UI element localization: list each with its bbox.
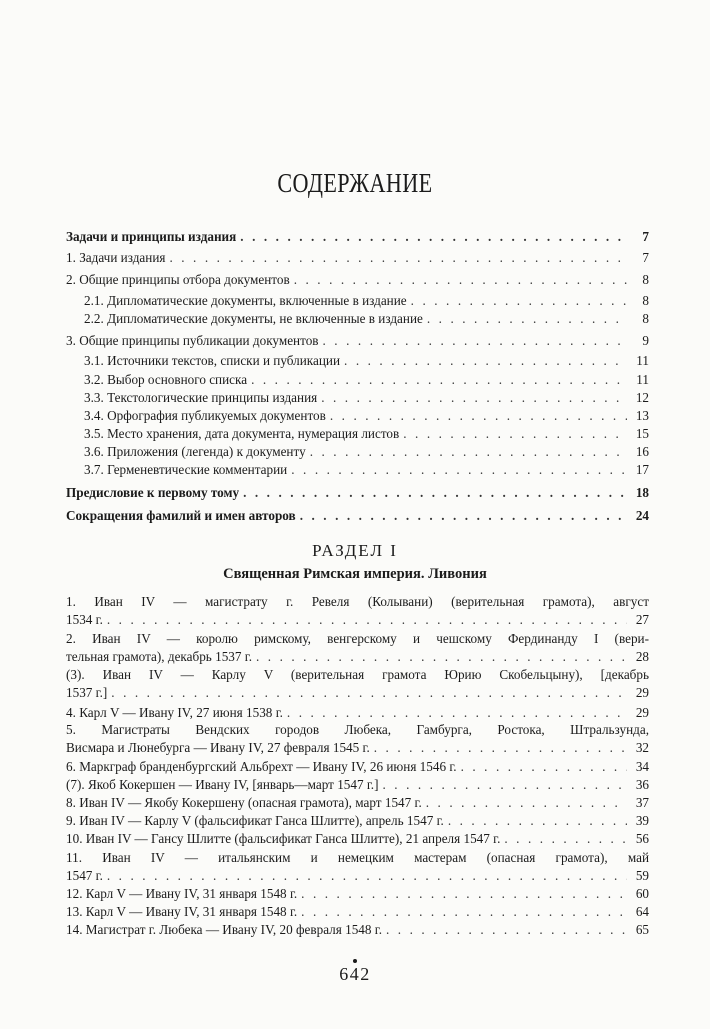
toc-entry[interactable] xyxy=(84,425,649,443)
entry-page: 8 xyxy=(642,293,649,308)
dot-leader xyxy=(403,425,627,443)
toc-entry[interactable] xyxy=(66,249,649,267)
toc-line xyxy=(84,352,649,370)
toc-line xyxy=(66,794,649,812)
toc-entry[interactable] xyxy=(84,292,649,310)
entry-page: 60 xyxy=(635,886,649,901)
dot-leader xyxy=(461,758,627,776)
entry-title: 1537 г.] xyxy=(66,685,108,700)
toc-line xyxy=(66,704,649,722)
document-entry[interactable] xyxy=(66,885,649,903)
entry-title: Задачи и принципы издания xyxy=(66,229,237,244)
toc-entry[interactable] xyxy=(84,443,649,461)
dot-leader xyxy=(427,310,627,328)
entry-title: 2.1. Дипломатические документы, включенные в издание xyxy=(84,293,407,308)
toc-line xyxy=(66,885,649,903)
entry-page: 39 xyxy=(635,813,649,828)
dot-leader xyxy=(426,794,627,812)
dot-leader xyxy=(287,704,627,722)
entry-page: 24 xyxy=(635,508,649,523)
entry-page: 27 xyxy=(635,612,649,627)
entry-title-line-1: 5. Магистраты Вендских городов Любека, Гамбурга, Ростока, Штральзунда, xyxy=(66,722,649,737)
toc-line xyxy=(84,389,649,407)
entry-title: 3.2. Выбор основного списка xyxy=(84,372,248,387)
entry-page: 16 xyxy=(635,444,649,459)
document-entry-first-line xyxy=(66,721,649,739)
toc-line xyxy=(66,812,649,830)
document-entry[interactable] xyxy=(66,776,649,794)
document-entry-first-line xyxy=(66,593,649,611)
entry-page: 37 xyxy=(635,795,649,810)
entry-title-line-1: 2. Иван IV — королю римскому, венгерскому и чешскому Фердинанду I (вери- xyxy=(66,631,649,646)
toc-line xyxy=(66,903,649,921)
document-entry[interactable] xyxy=(66,739,649,757)
document-entry[interactable] xyxy=(66,867,649,885)
toc-line xyxy=(66,830,649,848)
toc-line xyxy=(66,249,649,267)
entry-title: Предисловие к первому тому xyxy=(66,485,240,500)
entry-title: тельная грамота), декабрь 1537 г. xyxy=(66,649,252,664)
entry-title: Висмара и Люнебурга — Ивану IV, 27 февраля 1545 г. xyxy=(66,740,370,755)
entry-title: 3.6. Приложения (легенда) к документу xyxy=(84,444,306,459)
entry-page: 13 xyxy=(635,408,649,423)
dot-leader xyxy=(321,389,627,407)
document-entry[interactable] xyxy=(66,758,649,776)
toc-line xyxy=(66,484,649,502)
toc-entry[interactable] xyxy=(66,332,649,350)
entry-title-line-1: 1. Иван IV — магистрату г. Ревеля (Колывани) (верительная грамота), август xyxy=(66,594,649,609)
toc-line xyxy=(66,739,649,757)
section-title: РАЗДЕЛ I xyxy=(312,541,398,560)
document-entry[interactable] xyxy=(66,830,649,848)
entry-title: 1547 г. xyxy=(66,868,103,883)
toc-line xyxy=(66,507,649,525)
page-number xyxy=(0,964,710,985)
entry-page: 7 xyxy=(642,250,649,265)
document-entry[interactable] xyxy=(66,903,649,921)
dot-leader xyxy=(169,249,627,267)
dot-leader xyxy=(330,407,627,425)
dot-leader xyxy=(301,885,627,903)
entry-title: 2.2. Дипломатические документы, не включенные в издание xyxy=(84,311,423,326)
toc-line xyxy=(84,371,649,389)
toc-entry[interactable] xyxy=(84,389,649,407)
dot-leader xyxy=(411,292,627,310)
entry-title: 2. Общие принципы отбора документов xyxy=(66,272,290,287)
entry-page: 28 xyxy=(635,649,649,664)
entry-title: Сокращения фамилий и имен авторов xyxy=(66,508,296,523)
toc-line xyxy=(66,228,649,246)
entry-title: 3.3. Текстологические принципы издания xyxy=(84,390,318,405)
document-entry-first-line xyxy=(66,666,649,684)
dot-leader xyxy=(300,507,627,525)
entry-title-line-1: (3). Иван IV — Карлу V (верительная грамота Юрию Скобельцыну), [декабрь xyxy=(66,667,649,682)
dot-leader xyxy=(310,443,627,461)
toc-line xyxy=(84,292,649,310)
dot-leader xyxy=(386,921,627,939)
entry-page: 17 xyxy=(635,462,649,477)
toc-line xyxy=(66,684,649,702)
entry-page: 7 xyxy=(642,229,649,244)
dot-leader xyxy=(107,611,627,629)
toc-line xyxy=(66,611,649,629)
entry-title: 1. Задачи издания xyxy=(66,250,166,265)
toc-entry[interactable] xyxy=(84,310,649,328)
page-number-text: 642 xyxy=(339,964,371,984)
toc-entry[interactable] xyxy=(66,271,649,289)
entry-title: 8. Иван IV — Якобу Кокершену (опасная грамота), март 1547 г. xyxy=(66,795,422,810)
dot-leader xyxy=(107,867,627,885)
toc-line xyxy=(66,758,649,776)
entry-title: 3.4. Орфография публикуемых документов xyxy=(84,408,326,423)
dot-leader xyxy=(294,271,627,289)
entry-page: 36 xyxy=(635,777,649,792)
dot-leader xyxy=(323,332,627,350)
entry-title: 6. Маркграф бранденбургский Альбрехт — Ивану IV, 26 июня 1546 г. xyxy=(66,759,457,774)
entry-title: (7). Якоб Кокершен — Ивану IV, [январь—март 1547 г.] xyxy=(66,777,379,792)
toc-line xyxy=(66,332,649,350)
entry-page: 32 xyxy=(635,740,649,755)
toc-line xyxy=(66,921,649,939)
entry-title: 10. Иван IV — Гансу Шлитте (фальсификат Ганса Шлитте), 21 апреля 1547 г. xyxy=(66,831,501,846)
entry-title: 14. Магистрат г. Любека — Ивану IV, 20 февраля 1548 г. xyxy=(66,922,382,937)
dot-leader xyxy=(256,648,627,666)
toc-entry[interactable] xyxy=(84,407,649,425)
entry-title: 4. Карл V — Ивану IV, 27 июня 1538 г. xyxy=(66,705,283,720)
entry-page: 15 xyxy=(635,426,649,441)
entry-page: 8 xyxy=(642,272,649,287)
document-entry[interactable] xyxy=(66,611,649,629)
toc-line xyxy=(66,271,649,289)
toc-entry[interactable] xyxy=(84,461,649,479)
document-entry[interactable] xyxy=(66,704,649,722)
dot-leader xyxy=(251,371,627,389)
entry-title: 3. Общие принципы публикации документов xyxy=(66,333,319,348)
document-entry-first-line xyxy=(66,849,649,867)
document-entry[interactable] xyxy=(66,684,649,702)
toc-entry[interactable] xyxy=(66,484,649,502)
ornament-dot xyxy=(353,959,357,963)
toc-line xyxy=(84,310,649,328)
toc-line xyxy=(84,425,649,443)
entry-title-line-1: 11. Иван IV — итальянским и немецким мастерам (опасная грамота), май xyxy=(66,850,649,865)
toc-line xyxy=(66,867,649,885)
toc-entry[interactable] xyxy=(84,371,649,389)
dot-leader xyxy=(301,903,627,921)
entry-page: 56 xyxy=(635,831,649,846)
toc-line xyxy=(66,648,649,666)
entry-page: 8 xyxy=(642,311,649,326)
entry-page: 11 xyxy=(636,372,649,387)
entry-page: 12 xyxy=(635,390,649,405)
toc-line xyxy=(84,461,649,479)
dot-leader xyxy=(291,461,627,479)
document-entry[interactable] xyxy=(66,648,649,666)
document-entry[interactable] xyxy=(66,812,649,830)
dot-leader xyxy=(243,484,627,502)
entry-page: 29 xyxy=(635,685,649,700)
dot-leader xyxy=(374,739,627,757)
section-subtitle: Священная Римская империя. Ливония xyxy=(223,566,487,582)
entry-title: 1534 г. xyxy=(66,612,103,627)
entry-title: 12. Карл V — Ивану IV, 31 января 1548 г. xyxy=(66,886,298,901)
document-entry[interactable] xyxy=(66,921,649,939)
dot-leader xyxy=(382,776,627,794)
entry-page: 11 xyxy=(636,353,649,368)
toc-entry[interactable] xyxy=(66,507,649,525)
dot-leader xyxy=(111,684,627,702)
document-entry-first-line xyxy=(66,630,649,648)
entry-page: 34 xyxy=(635,759,649,774)
entry-page: 9 xyxy=(642,333,649,348)
entry-title: 9. Иван IV — Карлу V (фальсификат Ганса Шлитте), апрель 1547 г. xyxy=(66,813,444,828)
toc-line xyxy=(66,776,649,794)
dot-leader xyxy=(504,830,627,848)
entry-title: 3.5. Место хранения, дата документа, нумерация листов xyxy=(84,426,400,441)
entry-title: 13. Карл V — Ивану IV, 31 января 1548 г. xyxy=(66,904,298,919)
page-title: СОДЕРЖАНИЕ xyxy=(277,168,433,198)
entry-title: 3.7. Герменевтические комментарии xyxy=(84,462,288,477)
entry-page: 64 xyxy=(635,904,649,919)
toc-line xyxy=(84,443,649,461)
document-entry[interactable] xyxy=(66,794,649,812)
dot-leader xyxy=(240,228,627,246)
entry-page: 18 xyxy=(635,485,649,500)
dot-leader xyxy=(344,352,627,370)
entry-page: 65 xyxy=(635,922,649,937)
entry-page: 29 xyxy=(635,705,649,720)
entry-page: 59 xyxy=(635,868,649,883)
toc-line xyxy=(84,407,649,425)
entry-title: 3.1. Источники текстов, списки и публикации xyxy=(84,353,341,368)
toc-entry[interactable] xyxy=(66,228,649,246)
dot-leader xyxy=(448,812,627,830)
toc-entry[interactable] xyxy=(84,352,649,370)
